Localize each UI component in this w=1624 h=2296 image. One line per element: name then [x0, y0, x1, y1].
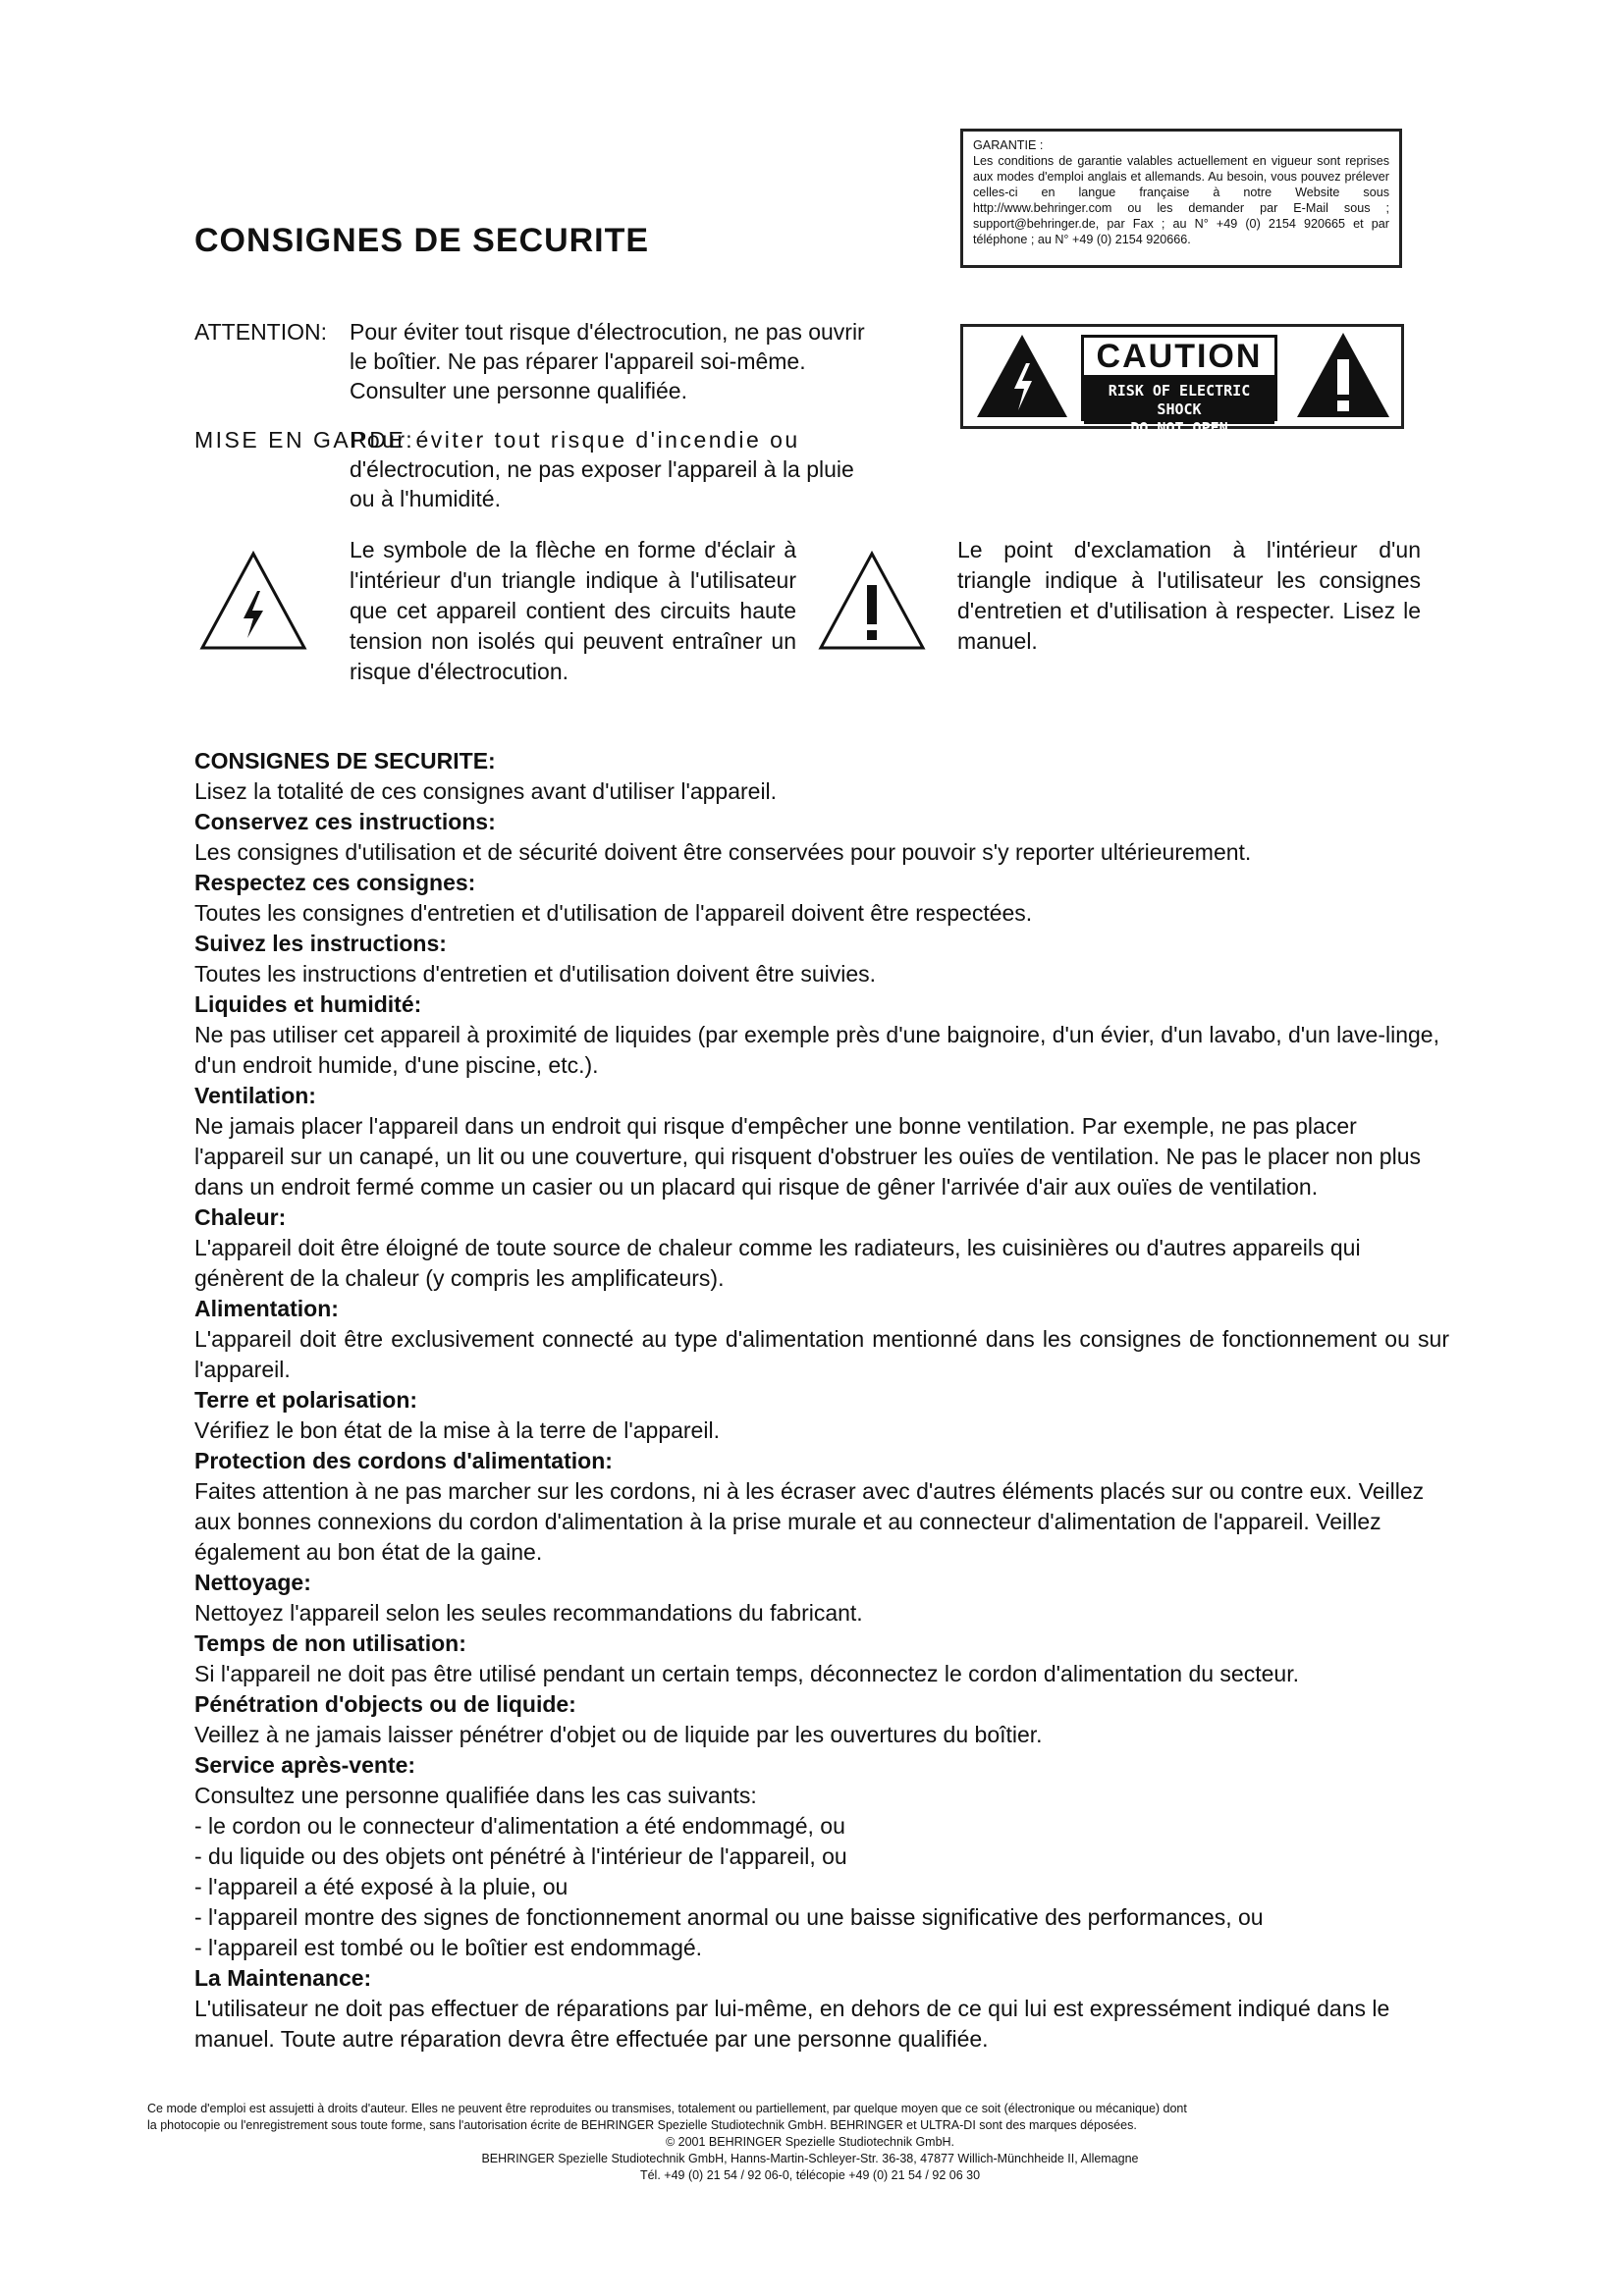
section-text: Faites attention à ne pas marcher sur les cordons, ni à les écraser avec d'autres éléments placés sur ou contre eux. Veillez aux bonnes connexions du cordon d'alimentation à la prise murale et au connecteur d'alimentation de l'appareil. Veillez également au bon état de la gaine. — [194, 1478, 1425, 1565]
section-text: Lisez la totalité de ces consignes avant d'utiliser l'appareil. — [194, 778, 778, 804]
caution-word: CAUTION — [1084, 338, 1274, 378]
section-heading: Protection des cordons d'alimentation: — [194, 1448, 613, 1473]
section-text: Vérifiez le bon état de la mise à la terre de l'appareil. — [194, 1417, 720, 1443]
attention-line: Consulter une personne qualifiée. — [350, 378, 687, 403]
section-heading: Nettoyage: — [194, 1570, 311, 1595]
section-text: Consultez une personne qualifiée dans les cas suivants: — [194, 1783, 757, 1808]
page-title: CONSIGNES DE SECURITE — [194, 222, 650, 259]
section-text: L'appareil doit être éloigné de toute source de chaleur comme les radiateurs, les cuisinières ou d'autres appareils qui génèrent de la chaleur (y compris les amplificateurs). — [194, 1235, 1361, 1291]
lightning-warning-icon — [975, 332, 1069, 420]
section-heading: Suivez les instructions: — [194, 931, 447, 956]
section-heading: Chaleur: — [194, 1204, 287, 1230]
footer-copyright-notice: la photocopie ou l'enregistrement sous toute forme, sans l'autorisation écrite de BEHRINGER Spezielle Studiotechnik GmbH. BEHRINGER et ULTRA-DI sont des marques déposées. — [147, 2118, 1137, 2132]
mise-line: Pour éviter tout risque d'incendie ou — [350, 427, 800, 453]
attention-line: le boîtier. Ne pas réparer l'appareil soi-même. — [350, 348, 806, 374]
garantie-body: Les conditions de garantie valables actuellement en vigueur sont reprises aux modes d'emploi anglais et allemands. Au besoin, vous pouvez prélever celles-ci en langue française à notre Website sous http://www.behringer.com ou les demander par E-Mail sous ; support@behringer.de, par Fax ; au N° +49 (0) 2154 920665 et par téléphone ; au N° +49 (0) 2154 920666. — [973, 154, 1389, 246]
section-heading: CONSIGNES DE SECURITE: — [194, 748, 496, 774]
service-item: - l'appareil montre des signes de fonctionnement anormal ou une baisse significative des performances, ou — [194, 1904, 1264, 1930]
service-item: - du liquide ou des objets ont pénétré à l'intérieur de l'appareil, ou — [194, 1843, 847, 1869]
section-heading: Pénétration d'objects ou de liquide: — [194, 1691, 576, 1717]
section-text: Si l'appareil ne doit pas être utilisé pendant un certain temps, déconnectez le cordon d'alimentation du secteur. — [194, 1661, 1299, 1686]
section-text: Toutes les instructions d'entretien et d'utilisation doivent être suivies. — [194, 961, 877, 987]
attention-label: ATTENTION: — [194, 319, 328, 345]
mise-en-garde-label: MISE EN GARDE: — [194, 427, 415, 453]
section-heading: Alimentation: — [194, 1296, 339, 1321]
caution-line2: DO NOT OPEN — [1130, 419, 1228, 437]
footer-copyright-notice: Ce mode d'emploi est assujetti à droits d'auteur. Elles ne peuvent être reproduites ou transmises, totalement ou partiellement, par quelque moyen que ce soit (électronique ou mécanique) dont — [147, 2102, 1187, 2115]
section-text: L'appareil doit être exclusivement connecté au type d'alimentation mentionné dans les consignes de fonctionnement ou sur l'appareil. — [194, 1326, 1449, 1382]
service-item: - l'appareil est tombé ou le boîtier est endommagé. — [194, 1935, 703, 1960]
footer-copyright: © 2001 BEHRINGER Spezielle Studiotechnik GmbH. — [665, 2135, 955, 2149]
section-text: Ne jamais placer l'appareil dans un endroit qui risque d'empêcher une bonne ventilation. Par exemple, ne pas placer l'appareil sur un canapé, un lit ou une couverture, qui risquent d'obstruer les ouïes de ventilation. Ne pas le placer non plus dans un endroit fermé comme un casier ou un placard qui risque de gêner l'arrivée d'air aux ouïes de ventilation. — [194, 1113, 1421, 1200]
section-heading: Liquides et humidité: — [194, 991, 422, 1017]
exclamation-triangle-icon — [817, 550, 927, 652]
lightning-triangle-icon — [198, 550, 308, 652]
section-heading: Respectez ces consignes: — [194, 870, 476, 895]
exclamation-symbol-text: Le point d'exclamation à l'intérieur d'un triangle indique à l'utilisateur les consignes d'entretien et d'utilisation à respecter. Lisez le manuel. — [957, 537, 1421, 654]
caution-label — [1081, 335, 1277, 437]
section-heading: Temps de non utilisation: — [194, 1630, 466, 1656]
mise-line: d'électrocution, ne pas exposer l'appareil à la pluie — [350, 456, 854, 482]
section-heading: Terre et polarisation: — [194, 1387, 418, 1413]
section-heading: Ventilation: — [194, 1083, 316, 1108]
mise-en-garde-text — [350, 425, 958, 513]
safety-instructions — [194, 746, 1449, 2055]
service-item: - l'appareil a été exposé à la pluie, ou — [194, 1874, 568, 1899]
section-heading: Conservez ces instructions: — [194, 809, 496, 834]
mise-line: ou à l'humidité. — [350, 486, 501, 511]
section-text: Les consignes d'utilisation et de sécurité doivent être conservées pour pouvoir s'y reporter ultérieurement. — [194, 839, 1252, 865]
service-item: - le cordon ou le connecteur d'alimentation a été endommagé, ou — [194, 1813, 845, 1839]
attention-line: Pour éviter tout risque d'électrocution, ne pas ouvrir — [350, 319, 865, 345]
section-text: Ne pas utiliser cet appareil à proximité de liquides (par exemple près d'une baignoire, d'un évier, d'un lavabo, d'un lave-linge, d'un endroit humide, d'une piscine, etc.). — [194, 1022, 1439, 1078]
maintenance-text: L'utilisateur ne doit pas effectuer de réparations par lui-même, en dehors de ce qui lui est expressément indiqué dans le manuel. Toute autre réparation devra être effectuée par une personne qualifiée. — [194, 1996, 1390, 2052]
garantie-heading: GARANTIE : — [973, 138, 1044, 152]
caution-subtext — [1084, 378, 1274, 437]
section-text: Veillez à ne jamais laisser pénétrer d'objet ou de liquide par les ouvertures du boîtier. — [194, 1722, 1043, 1747]
section-text: Toutes les consignes d'entretien et d'utilisation de l'appareil doivent être respectées. — [194, 900, 1033, 926]
exclamation-warning-icon — [1294, 330, 1392, 420]
section-text: Nettoyez l'appareil selon les seules recommandations du fabricant. — [194, 1600, 863, 1626]
lightning-symbol-text: Le symbole de la flèche en forme d'éclair à l'intérieur d'un triangle indique à l'utilisateur que cet appareil contient des circuits haute tension non isolés qui peuvent entraîner un risque d'électrocution. — [350, 537, 796, 684]
attention-text — [350, 317, 939, 405]
footer — [147, 2101, 1473, 2184]
footer-address: BEHRINGER Spezielle Studiotechnik GmbH, Hanns-Martin-Schleyer-Str. 36-38, 47877 Willich-Münchheide II, Allemagne — [481, 2152, 1139, 2165]
section-heading: Service après-vente: — [194, 1752, 416, 1778]
caution-line1: RISK OF ELECTRIC SHOCK — [1108, 382, 1251, 418]
garantie-box — [960, 129, 1402, 268]
footer-phone: Tél. +49 (0) 21 54 / 92 06-0, télécopie +49 (0) 21 54 / 92 06 30 — [639, 2168, 981, 2182]
maintenance-heading: La Maintenance: — [194, 1965, 372, 1991]
